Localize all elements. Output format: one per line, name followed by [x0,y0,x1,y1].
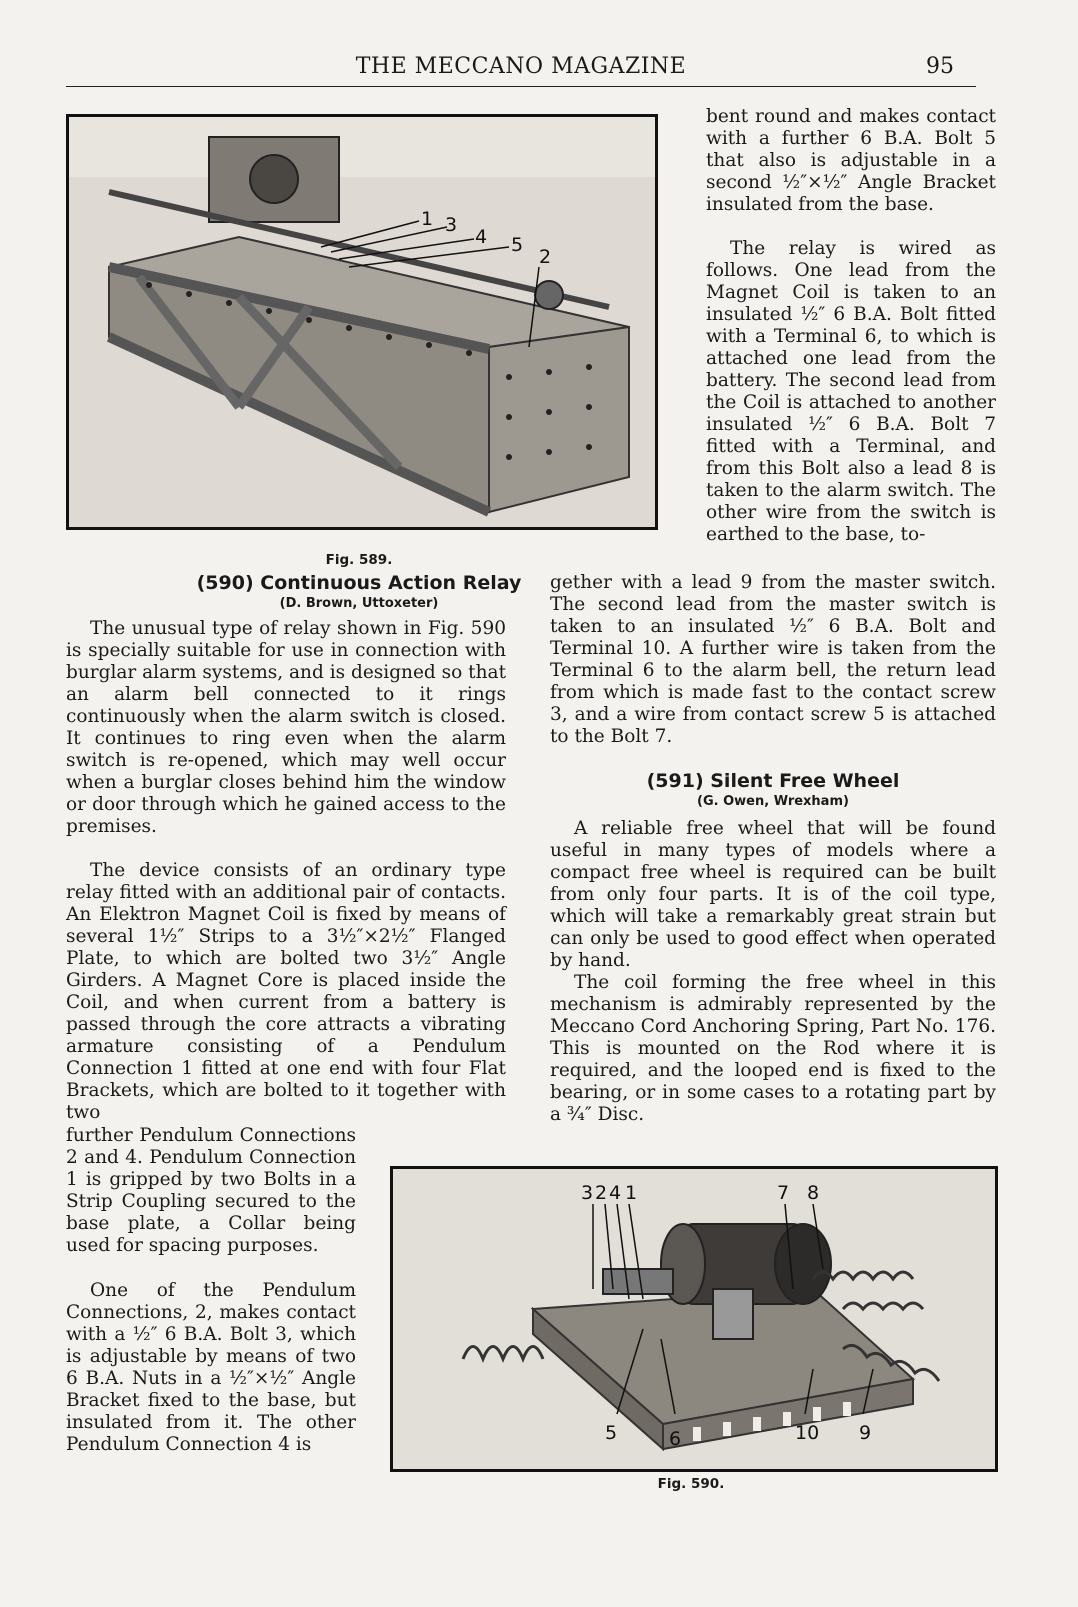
article-590-paragraph-5-continued: gether with a lead 9 from the master switch. The second lead from the master switch is taken to an insulated ½″ 6 B.A. Bolt and Terminal 10. A further wire is taken from the Terminal 6 to the alarm bell, the return lead from which is made fast to the contact screw 3, and a wire from contact screw 5 is attached to the Bolt 7. [550,572,996,747]
article-590-paragraph-2: The device consists of an ordinary type relay fitted with an additional pair of contacts. An Elektron Magnet Coil is fixed by means of several 1½″ Strips to a 3½″×2½″ Flanged Plate, to which are bolted two 3½″ Angle Girders. A Magnet Core is placed inside the Coil, and when current from a battery is passed through the core attracts a vibrating armature consisting of a Pendulum Connection 1 fitted at one end with four Flat Brackets, which are bolted to it together with two [66,860,506,1123]
callout-589-1: 1 [421,208,434,230]
article-590-paragraph-3: One of the Pendulum Connections, 2, makes contact with a ½″ 6 B.A. Bolt 3, which is adjustable by means of two 6 B.A. Nuts in a ½″×½″ Angle Bracket fixed to the base, but insulated from it. The other Pendulum Connection 4 is [66,1280,356,1455]
article-590-paragraph-2-continued: further Pendulum Connections 2 and 4. Pendulum Connection 1 is gripped by two Bolts in a Strip Coupling secured to the base plate, a Collar being used for spacing purposes. [66,1125,356,1256]
callout-590-1: 1 [625,1182,638,1204]
page-number: 95 [926,54,954,79]
callout-590-5: 5 [605,1422,618,1444]
callout-589-4: 4 [475,226,488,248]
callout-590-7: 7 [777,1182,790,1204]
article-590-heading: (590) Continuous Action Relay [196,572,522,594]
free-wheel-model-illustration [393,1169,995,1469]
callout-590-4: 4 [609,1182,622,1204]
callout-590-2: 2 [595,1182,608,1204]
figure-590-photo [390,1166,998,1472]
magazine-title: THE MECCANO MAGAZINE [355,54,687,79]
article-591-paragraph-1: A reliable free wheel that will be found useful in many types of models where a compact free wheel is required can be built from only four parts. It is of the coil type, which will take a remarkably great strain but can only be used to good effect when operated by hand. [550,818,996,971]
callout-589-5: 5 [511,234,524,256]
article-591-paragraph-2: The coil forming the free wheel in this mechanism is admirably represented by the Meccano Cord Anchoring Spring, Part No. 176. This is mounted on the Rod where it is required, and the looped end is fixed to the bearing, or in some cases to a rotating part by a ¾″ Disc. [550,972,996,1125]
callout-590-9: 9 [859,1422,872,1444]
figure-590-caption: Fig. 590. [657,1476,725,1492]
callout-589-2: 2 [539,246,552,268]
callout-590-8: 8 [807,1182,820,1204]
figure-589-caption: Fig. 589. [325,552,393,568]
article-590-paragraph-4: bent round and makes contact with a further 6 B.A. Bolt 5 that also is adjustable in a second ½″×½″ Angle Bracket insulated from the base. [706,106,996,215]
article-590-byline: (D. Brown, Uttoxeter) [279,596,439,611]
article-590-paragraph-5: The relay is wired as follows. One lead from the Magnet Coil is taken to an insulated ½″ 6 B.A. Bolt fitted with a Terminal 6, to which is attached one lead from the battery. The second lead from the Coil is attached to another insulated ½″ 6 B.A. Bolt 7 fitted with a Terminal, and from this Bolt also a lead 8 is taken to the alarm switch. The other wire from the switch is earthed to the base, to- [706,238,996,545]
callout-590-6: 6 [669,1428,682,1450]
callout-590-10: 10 [795,1422,820,1444]
callout-589-3: 3 [445,214,458,236]
callout-590-3: 3 [581,1182,594,1204]
relay-model-illustration [69,117,655,527]
figure-589-photo [66,114,658,530]
page-header [66,52,976,87]
article-591-heading: (591) Silent Free Wheel [646,770,900,792]
article-591-byline: (G. Owen, Wrexham) [697,794,849,809]
article-590-paragraph-1: The unusual type of relay shown in Fig. 590 is specially suitable for use in connection with burglar alarm systems, and is designed so that an alarm bell connected to it rings continuously when the alarm switch is closed. It continues to ring even when the alarm switch is re-opened, which may well occur when a burglar closes behind him the window or door through which he gained access to the premises. [66,618,506,837]
